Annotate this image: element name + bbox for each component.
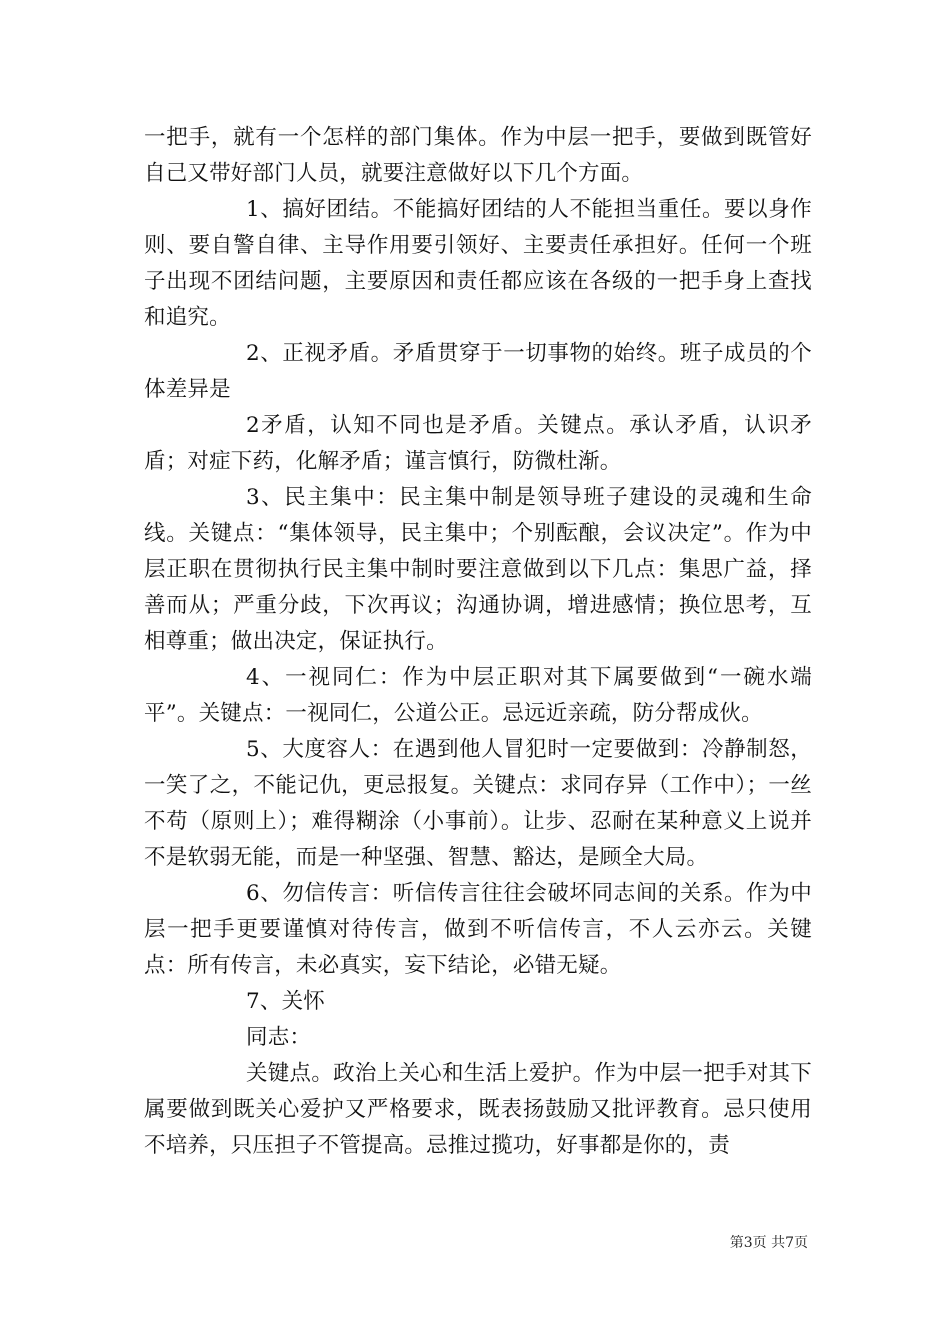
paragraph-point-3: 3、民主集中：民主集中制是领导班子建设的灵魂和生命线。关键点：“集体领导，民主集中；个别酝酿，会议决定”。作为中层正职在贯彻执行民主集中制时要注意做到以下几点：集思广益，择善而从；严重分歧，下次再议；沟通协调，增进感情；换位思考，互相尊重；做出决定，保证执行。 bbox=[144, 485, 812, 654]
paragraph-intro: 一把手，就有一个怎样的部门集体。作为中层一把手，要做到既管好自己又带好部门人员，就要注意做好以下几个方面。 bbox=[144, 125, 812, 186]
paragraph-point-4: 4、一视同仁：作为中层正职对其下属要做到“一碗水端平”。关键点：一视同仁，公道公正。忌远近亲疏，防分帮成伙。 bbox=[144, 665, 812, 726]
paragraph-point-7-body: 关键点。政治上关心和生活上爱护。作为中层一把手对其下属要做到既关心爱护又严格要求，既表扬鼓励又批评教育。忌只使用不培养，只压担子不管提高。忌推过揽功，好事都是你的，责 bbox=[144, 1061, 812, 1158]
paragraph-point-6: 6、勿信传言：听信传言往往会破坏同志间的关系。作为中层一把手更要谨慎对待传言，做到不听信传言，不人云亦云。关键点：所有传言，未必真实，妄下结论，必错无疑。 bbox=[144, 881, 812, 978]
body-text bbox=[144, 120, 812, 1164]
page-number-footer: 第3页 共7页 bbox=[729, 1235, 808, 1251]
paragraph-point-2: 2、正视矛盾。矛盾贯穿于一切事物的始终。班子成员的个体差异是 bbox=[144, 341, 812, 402]
paragraph-point-1: 1、搞好团结。不能搞好团结的人不能担当重任。要以身作则、要自警自律、主导作用要引领好、主要责任承担好。任何一个班子出现不团结问题，主要原因和责任都应该在各级的一把手身上查找和追究。 bbox=[144, 197, 812, 330]
paragraph-point-5: 5、大度容人：在遇到他人冒犯时一定要做到：冷静制怒，一笑了之，不能记仇，更忌报复。关键点：求同存异（工作中）；一丝不苟（原则上）；难得糊涂（小事前）。让步、忍耐在某种意义上说并不是软弱无能，而是一种坚强、智慧、豁达，是顾全大局。 bbox=[144, 737, 812, 870]
paragraph-point-7-heading: 7、关怀 bbox=[246, 989, 325, 1014]
paragraph-point-2-continued: 2矛盾，认知不同也是矛盾。关键点。承认矛盾，认识矛盾；对症下药，化解矛盾；谨言慎行，防微杜渐。 bbox=[144, 413, 812, 474]
paragraph-point-7-subject: 同志： bbox=[246, 1025, 312, 1050]
